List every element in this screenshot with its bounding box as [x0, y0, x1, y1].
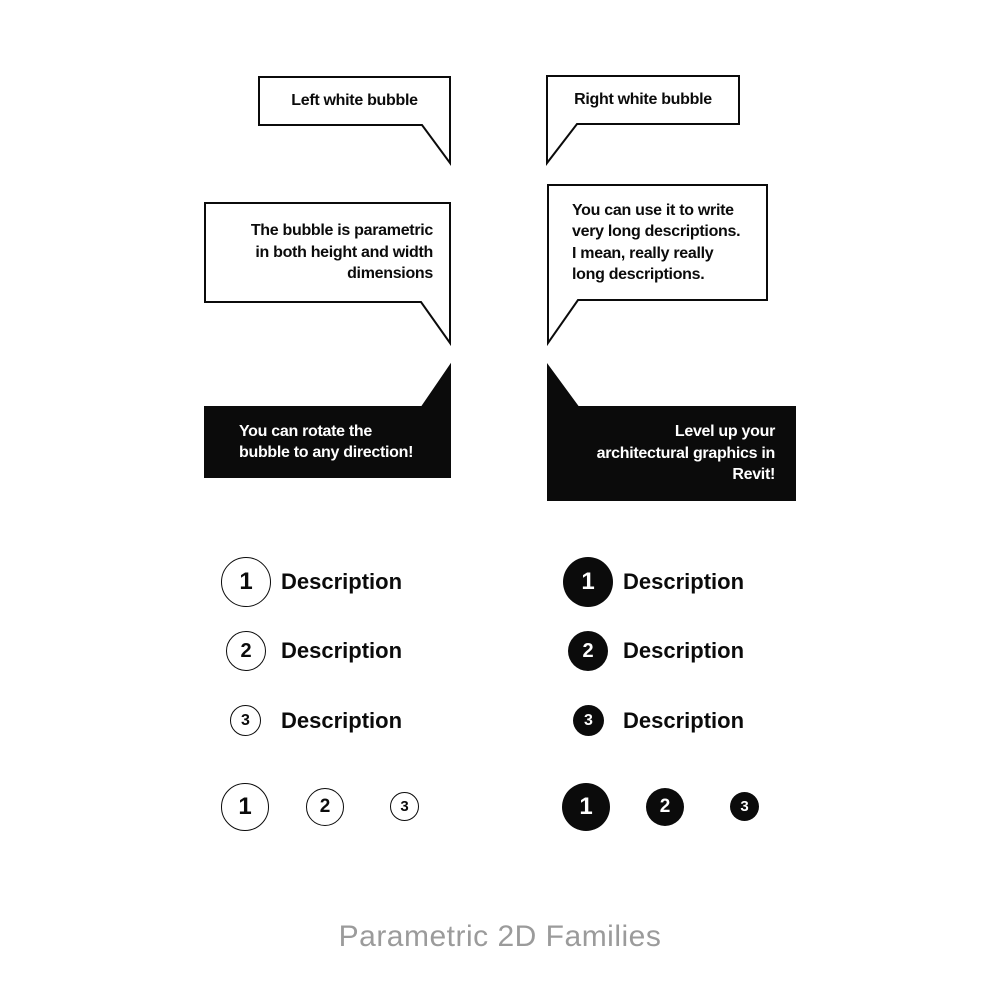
bubble-line: dimensions: [347, 265, 433, 283]
speech-bubble-black-right-text: [548, 407, 795, 500]
speech-bubble-top-left-text: [259, 77, 450, 125]
keynote-circle-outline-1: [221, 557, 271, 607]
page-title: Parametric 2D Families: [338, 920, 662, 953]
bubble-line: in both height and width: [255, 243, 433, 261]
speech-bubble-black-left-text: [205, 407, 450, 477]
speech-bubble-mid-left-text: [205, 203, 450, 302]
bubble-line: Right white bubble: [574, 91, 712, 109]
keynote-number: 3: [400, 798, 409, 815]
keynote-number: 1: [579, 793, 593, 820]
keynote-circle-filled-1: [563, 557, 613, 607]
keynote-number: 2: [319, 796, 331, 817]
bubble-line: very long descriptions.: [572, 223, 741, 240]
keynote-label: Description: [623, 569, 745, 594]
keynote-label: Description: [623, 638, 745, 663]
size-circle-filled-3: [730, 792, 759, 821]
bubble-line: You can rotate the: [239, 422, 372, 440]
keynote-number: 3: [241, 711, 250, 729]
keynote-number: 1: [239, 568, 253, 595]
keynote-number: 2: [240, 639, 252, 662]
keynote-circle-outline-3: [230, 705, 261, 736]
keynote-number: 1: [581, 568, 595, 595]
keynote-number: 2: [582, 639, 594, 662]
keynote-number: 3: [740, 798, 749, 815]
bubble-line: I mean, really really: [572, 244, 714, 262]
size-circle-filled-2: [646, 788, 684, 826]
keynote-label: Description: [281, 708, 403, 733]
bubble-line: The bubble is parametric: [250, 222, 433, 240]
keynote-circle-filled-3: [573, 705, 604, 736]
keynote-circle-outline-2: [226, 631, 266, 671]
keynote-label: Description: [281, 569, 403, 594]
size-circle-outline-2: [306, 788, 344, 826]
size-circle-filled-1: [562, 783, 610, 831]
keynote-number: 1: [238, 793, 252, 820]
keynote-label: Description: [281, 638, 403, 663]
speech-bubble-mid-right-text: [548, 185, 767, 300]
bubble-line: architectural graphics in: [596, 444, 775, 462]
size-circle-outline-3: [390, 792, 419, 821]
keynote-number: 3: [584, 711, 593, 729]
keynote-circle-filled-2: [568, 631, 608, 671]
bubble-line: long descriptions.: [572, 266, 705, 283]
bubble-line: bubble to any direction!: [239, 444, 414, 461]
speech-bubble-top-right-text: [547, 76, 739, 124]
keynote-number: 2: [659, 796, 671, 817]
bubble-line: Left white bubble: [291, 92, 418, 110]
bubble-line: Level up your: [674, 423, 775, 441]
bubble-line: Revit!: [732, 466, 775, 484]
size-circle-outline-1: [221, 783, 269, 831]
bubble-line: You can use it to write: [572, 201, 734, 219]
keynote-label: Description: [623, 708, 745, 733]
